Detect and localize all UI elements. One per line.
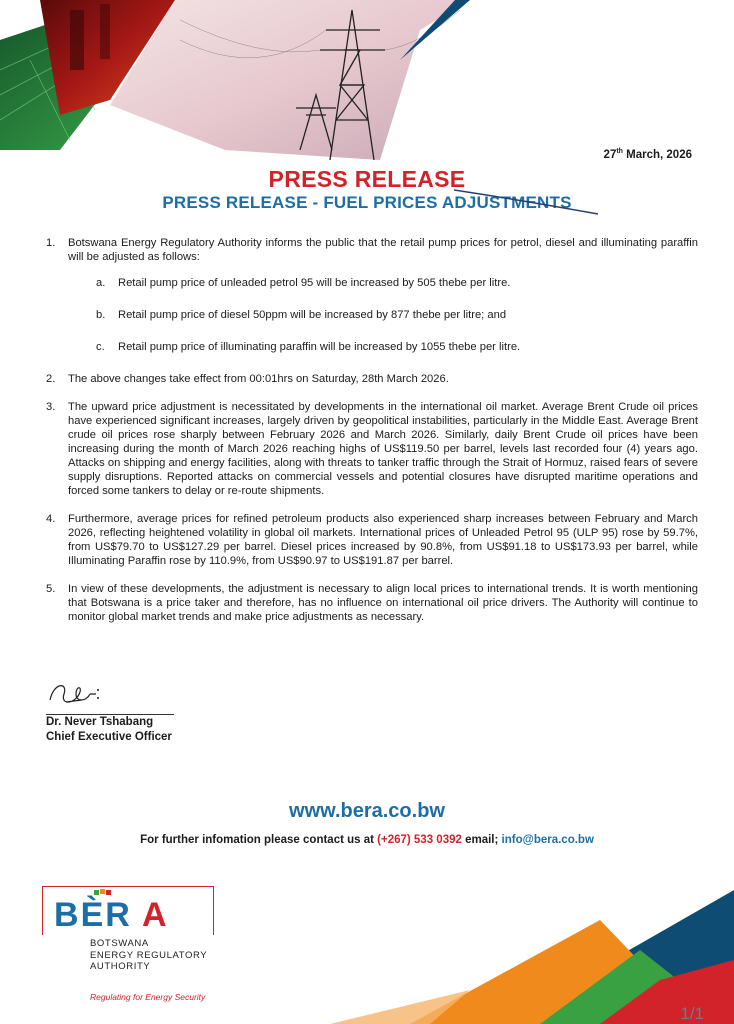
list-item-c: c. Retail pump price of illuminating paraffin will be increased by 1055 thebe per litre. xyxy=(96,341,521,353)
paragraph-text: The above changes take effect from 00:01hrs on Saturday, 28th March 2026. xyxy=(68,373,449,385)
paragraph-number: 2. xyxy=(46,373,56,385)
contact-line: For further infomation please contact us at (+267) 533 0392 email; info@bera.co.bw xyxy=(140,834,594,846)
list-item-a: a. Retail pump price of unleaded petrol 95 will be increased by 505 thebe per litre. xyxy=(96,277,511,289)
paragraph-5 xyxy=(46,582,698,624)
bera-logo xyxy=(42,886,216,1008)
release-body xyxy=(46,236,698,638)
handwritten-signature xyxy=(46,678,126,712)
page-number: 1/1 xyxy=(680,1004,704,1023)
paragraph-text: In view of these developments, the adjustment is necessary to align local prices to international trends. It is worth mentioning that Botswana is a price taker and therefore, has no influence on international oil price drivers. The Authority will continue to monitor global market trends and make price adjustments as necessary. xyxy=(68,583,698,623)
paragraph-number: 5. xyxy=(46,583,56,595)
paragraph-text: Botswana Energy Regulatory Authority informs the public that the retail pump prices for petrol, diesel and illuminating paraffin will be adjusted as follows: xyxy=(68,237,698,263)
paragraph-2 xyxy=(46,372,698,386)
paragraph-number: 4. xyxy=(46,513,56,525)
paragraph-number: 1. xyxy=(46,237,56,249)
signatory-name: Dr. Never Tshabang xyxy=(46,716,154,728)
logo-tagline: Regulating for Energy Security xyxy=(90,992,206,1002)
logo-wordmark: BÈR A xyxy=(50,896,173,935)
signatory-title: Chief Executive Officer xyxy=(46,731,172,743)
logo-subtext: BOTSWANA ENERGY REGULATORY AUTHORITY xyxy=(90,938,208,972)
list-item-b: b. Retail pump price of diesel 50ppm will be increased by 877 thebe per litre; and xyxy=(96,309,507,321)
header-image-collage xyxy=(0,0,734,170)
page-title: PRESS RELEASE xyxy=(268,166,466,192)
page-subtitle: PRESS RELEASE - FUEL PRICES ADJUSTMENTS xyxy=(162,193,572,212)
signature-block xyxy=(46,678,246,745)
pen-strike-mark xyxy=(448,188,608,218)
paragraph-1 xyxy=(46,236,698,354)
release-date: 27th March, 2026 xyxy=(603,148,692,161)
paragraph-text: Furthermore, average prices for refined petroleum products also experienced sharp increases between February and March 2026, reflecting heightened volatility in global oil markets. International prices of Unleaded Petrol 95 (ULP 95) rose by 59.7%, from US$79.70 to US$127.29 per barrel. Diesel prices increased by 90.8%, from US$91.18 to US$173.93 per barrel, while Illuminating Paraffin rose by 110.9%, from US$90.97 to US$191.87 per barrel. xyxy=(68,513,698,567)
website-link[interactable]: www.bera.co.bw xyxy=(289,800,445,822)
paragraph-4 xyxy=(46,512,698,568)
contact-phone[interactable]: (+267) 533 0392 xyxy=(377,834,462,846)
contact-email[interactable]: info@bera.co.bw xyxy=(501,834,594,846)
paragraph-3 xyxy=(46,400,698,498)
paragraph-text: The upward price adjustment is necessitated by developments in the international oil market. Average Brent Crude oil prices have experienced significant increases, largely driven by geopolitical instabilities, particularly in the Middle East. Average Brent crude oil prices rose sharply between February 2026 and March 2026. Similarly, daily Brent Crude oil prices have been increasing during the month of March 2026 reaching highs of US$119.50 per barrel, levels last recorded four (4) years ago. Attacks on shipping and energy facilities, along with threats to tanker traffic through the Strait of Hormuz, raised fears of severe supply disruptions. Reported attacks on commercial vessels and potential closures have disrupted maritime operations and forced some tankers to delay or re-route shipments. xyxy=(68,401,698,497)
paragraph-number: 3. xyxy=(46,401,56,413)
